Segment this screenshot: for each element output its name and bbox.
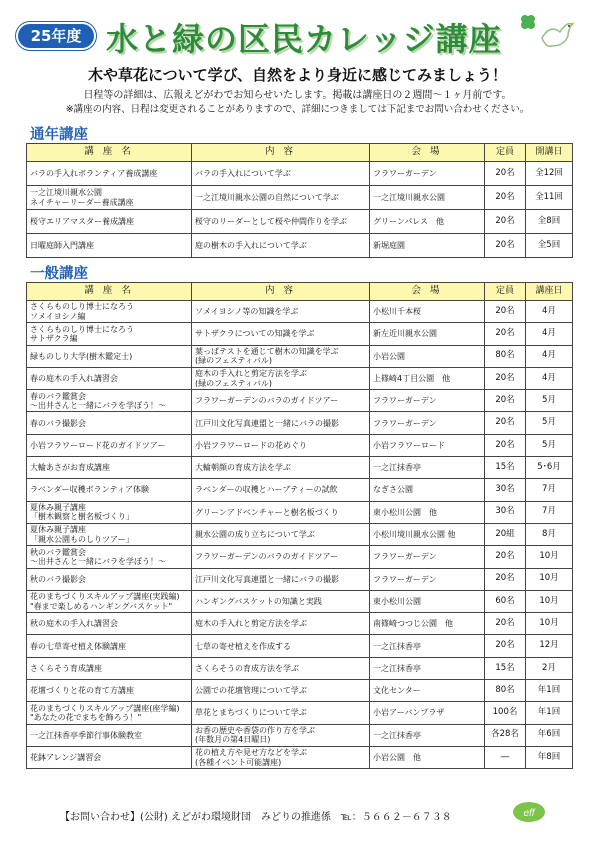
- content-cell: バラの手入れについて学ぶ: [192, 162, 370, 186]
- venue-cell: 新堀庭園: [370, 234, 485, 258]
- general-course-table: [26, 282, 573, 769]
- column-header: 講 座 名: [27, 144, 192, 162]
- date-cell: 2月: [526, 657, 573, 679]
- table-row: [27, 724, 573, 746]
- venue-cell: 上篠崎4丁目公園 他: [370, 367, 485, 389]
- capacity-cell: 20名: [485, 210, 526, 234]
- venue-cell: 小岩フラワーロード: [370, 434, 485, 456]
- venue-cell: フラワーガーデン: [370, 390, 485, 412]
- content-cell: 小岩フラワーロードの花めぐり: [192, 434, 370, 456]
- date-cell: 8月: [526, 523, 573, 545]
- course-name-cell: 春の七草寄せ植え体験講座: [27, 635, 192, 657]
- venue-cell: 小松川千本桜: [370, 301, 485, 323]
- capacity-cell: 20名: [485, 323, 526, 345]
- table-row: [27, 635, 573, 657]
- date-cell: 5月: [526, 390, 573, 412]
- content-cell: フラワーガーデンのバラのガイドツアー: [192, 546, 370, 568]
- page-title: 水と緑の区民カレッジ講座: [106, 20, 502, 58]
- contact-footer: 【お問い合わせ】(公財) えどがわ環境財団 みどりの推進係 ℡：５６６２－６７３８: [60, 812, 452, 823]
- capacity-cell: 20名: [485, 434, 526, 456]
- course-name-cell: 一之江境川親水公園 ネイチャーリーダー養成講座: [27, 186, 192, 210]
- table-row: [27, 501, 573, 523]
- table-row: [27, 186, 573, 210]
- capacity-cell: 20名: [485, 234, 526, 258]
- course-name-cell: 秋の庭木の手入れ講習会: [27, 613, 192, 635]
- course-name-cell: 花のまちづくりスキルアップ講座(実践編) "春まで楽しめるハンギングバスケット": [27, 590, 192, 612]
- venue-cell: なぎさ公園: [370, 479, 485, 501]
- table-row: [27, 390, 573, 412]
- course-name-cell: さくらそう育成講座: [27, 657, 192, 679]
- venue-cell: 南篠崎つつじ公園 他: [370, 613, 485, 635]
- date-cell: 4月: [526, 323, 573, 345]
- table-row: [27, 523, 573, 545]
- column-header: 内 容: [192, 283, 370, 301]
- course-name-cell: ラベンダー収穫ボランティア体験: [27, 479, 192, 501]
- capacity-cell: 80名: [485, 345, 526, 367]
- course-name-cell: さくらものしり博士になろう サトザクラ編: [27, 323, 192, 345]
- capacity-cell: 30名: [485, 501, 526, 523]
- capacity-cell: 20名: [485, 613, 526, 635]
- capacity-cell: 20名: [485, 162, 526, 186]
- column-header: 定員: [485, 283, 526, 301]
- schedule-note: 日程等の詳細は、広報えどがわでお知らせいたします。掲載は講座日の２週間～１ヶ月前です。: [83, 90, 512, 101]
- clover-icon: [518, 12, 538, 32]
- course-name-cell: 花壇づくりと花の育て方講座: [27, 680, 192, 702]
- table-row: [27, 412, 573, 434]
- date-cell: 全12回: [526, 162, 573, 186]
- content-cell: 花の植え方や見せ方などを学ぶ (各種イベント可能講座): [192, 746, 370, 768]
- capacity-cell: 20名: [485, 367, 526, 389]
- table-row: [27, 162, 573, 186]
- table-row: [27, 434, 573, 456]
- capacity-cell: 15名: [485, 457, 526, 479]
- course-name-cell: 秋のバラ鑑賞会 ～出井さんと一緒にバラを学ぼう！～: [27, 546, 192, 568]
- content-cell: 庭の樹木の手入れについて学ぶ: [192, 234, 370, 258]
- table-row: [27, 590, 573, 612]
- change-note: ※講座の内容、日程は変更されることがありますので、詳細につきましては下記までお問い合わせください。: [65, 104, 530, 115]
- capacity-cell: 20名: [485, 546, 526, 568]
- content-cell: 庭木の手入れと剪定方法を学ぶ: [192, 613, 370, 635]
- content-cell: ソメイヨシノ等の知識を学ぶ: [192, 301, 370, 323]
- capacity-cell: 20名: [485, 635, 526, 657]
- venue-cell: 東小松川公園: [370, 590, 485, 612]
- venue-cell: グリーンパレス 他: [370, 210, 485, 234]
- date-cell: 10月: [526, 568, 573, 590]
- table-row: [27, 657, 573, 679]
- table-row: [27, 613, 573, 635]
- date-cell: 4月: [526, 345, 573, 367]
- venue-cell: 新左近川親水公園: [370, 323, 485, 345]
- date-cell: 4月: [526, 301, 573, 323]
- date-cell: 12月: [526, 635, 573, 657]
- content-cell: お香の歴史や香袋の作り方を学ぶ (年数月の第4日曜日): [192, 724, 370, 746]
- leaf-logo-icon: [512, 800, 546, 824]
- content-cell: ラベンダーの収穫とハーブティーの試飲: [192, 479, 370, 501]
- capacity-cell: 20名: [485, 412, 526, 434]
- logo-text: eff: [523, 808, 535, 819]
- date-cell: 年6回: [526, 724, 573, 746]
- content-cell: 一之江境川親水公園の自然について学ぶ: [192, 186, 370, 210]
- course-name-cell: 日曜庭師入門講座: [27, 234, 192, 258]
- venue-cell: 一之江境川親水公園: [370, 186, 485, 210]
- course-name-cell: 夏休み親子講座 「樹木観察と樹名板づくり」: [27, 501, 192, 523]
- column-header: 講座日: [526, 283, 573, 301]
- content-cell: 葉っぱテストを通じて樹木の知識を学ぶ (緑のフェスティバル): [192, 345, 370, 367]
- date-cell: 5月: [526, 434, 573, 456]
- course-name-cell: 緑ものしり大学(樹木鑑定士): [27, 345, 192, 367]
- content-cell: 草花とまちづくりについて学ぶ: [192, 702, 370, 724]
- column-header: 会 場: [370, 144, 485, 162]
- venue-cell: フラワーガーデン: [370, 412, 485, 434]
- venue-cell: フラワーガーデン: [370, 546, 485, 568]
- date-cell: 年1回: [526, 702, 573, 724]
- venue-cell: 文化センター: [370, 680, 485, 702]
- content-cell: さくらそうの育成方法を学ぶ: [192, 657, 370, 679]
- course-name-cell: 大輪あさがお育成講座: [27, 457, 192, 479]
- venue-cell: フラワーガーデン: [370, 568, 485, 590]
- table-row: [27, 345, 573, 367]
- course-name-cell: 夏休み親子講座 「親水公園ものしりツアー」: [27, 523, 192, 545]
- table-row: [27, 234, 573, 258]
- column-header: 開講日: [526, 144, 573, 162]
- table-row: [27, 479, 573, 501]
- content-cell: 七草の寄せ植えを作成する: [192, 635, 370, 657]
- dove-icon: [538, 18, 576, 54]
- column-header: 会 場: [370, 283, 485, 301]
- course-name-cell: 春のバラ鑑賞会 ～出井さんと一緒にバラを学ぼう！～: [27, 390, 192, 412]
- capacity-cell: 15名: [485, 657, 526, 679]
- venue-cell: 一之江抹香亭: [370, 657, 485, 679]
- content-cell: サトザクラについての知識を学ぶ: [192, 323, 370, 345]
- content-cell: ハンギングバスケットの知識と実践: [192, 590, 370, 612]
- column-header: 講 座 名: [27, 283, 192, 301]
- course-name-cell: 春のバラ撮影会: [27, 412, 192, 434]
- capacity-cell: 20名: [485, 186, 526, 210]
- capacity-cell: 20名: [485, 301, 526, 323]
- page-header: [0, 0, 595, 120]
- content-cell: グリーンアドベンチャーと樹名板づくり: [192, 501, 370, 523]
- content-cell: フラワーガーデンのバラのガイドツアー: [192, 390, 370, 412]
- venue-cell: 小岩アーバンプラザ: [370, 702, 485, 724]
- date-cell: 全5回: [526, 234, 573, 258]
- course-name-cell: 一之江抹香亭季節行事体験教室: [27, 724, 192, 746]
- content-cell: 江戸川文化写真連盟と一緒にバラの撮影: [192, 412, 370, 434]
- capacity-cell: 80名: [485, 680, 526, 702]
- capacity-cell: 60名: [485, 590, 526, 612]
- course-name-cell: 小岩フラワーロード花のガイドツアー: [27, 434, 192, 456]
- content-cell: 桜守のリーダーとして桜や仲間作りを学ぶ: [192, 210, 370, 234]
- venue-cell: フラワーガーデン: [370, 162, 485, 186]
- date-cell: 年8回: [526, 746, 573, 768]
- column-header: 内 容: [192, 144, 370, 162]
- date-cell: 5月: [526, 412, 573, 434]
- content-cell: 庭木の手入れと剪定方法を学ぶ (緑のフェスティバル): [192, 367, 370, 389]
- venue-cell: 東小松川公園 他: [370, 501, 485, 523]
- table-row: [27, 680, 573, 702]
- section-title-annual: 通年講座: [30, 127, 88, 143]
- date-cell: 4月: [526, 367, 573, 389]
- table-row: [27, 301, 573, 323]
- venue-cell: 小岩公園: [370, 345, 485, 367]
- capacity-cell: 20名: [485, 390, 526, 412]
- table-row: [27, 210, 573, 234]
- course-name-cell: 桜守エリアマスター養成講座: [27, 210, 192, 234]
- course-name-cell: 春の庭木の手入れ講習会: [27, 367, 192, 389]
- course-name-cell: 花鉢アレンジ講習会: [27, 746, 192, 768]
- date-cell: 年1回: [526, 680, 573, 702]
- date-cell: 10月: [526, 590, 573, 612]
- date-cell: 全8回: [526, 210, 573, 234]
- table-row: [27, 367, 573, 389]
- venue-cell: 一之江抹香亭: [370, 457, 485, 479]
- date-cell: 全11回: [526, 186, 573, 210]
- intro-headline: 木や草花について学び、自然をより身近に感じてみましょう！: [87, 66, 508, 84]
- date-cell: 5･6月: [526, 457, 573, 479]
- course-name-cell: 秋のバラ撮影会: [27, 568, 192, 590]
- capacity-cell: ―: [485, 746, 526, 768]
- date-cell: 7月: [526, 501, 573, 523]
- capacity-cell: 100名: [485, 702, 526, 724]
- table-row: [27, 546, 573, 568]
- table-row: [27, 746, 573, 768]
- table-row: [27, 702, 573, 724]
- venue-cell: 一之江抹香亭: [370, 724, 485, 746]
- venue-cell: 小岩公園 他: [370, 746, 485, 768]
- column-header: 定員: [485, 144, 526, 162]
- section-title-general: 一般講座: [30, 266, 88, 282]
- date-cell: 7月: [526, 479, 573, 501]
- content-cell: 江戸川文化写真連盟と一緒にバラの撮影: [192, 568, 370, 590]
- table-row: [27, 457, 573, 479]
- annual-course-table: [26, 143, 573, 258]
- date-cell: 10月: [526, 613, 573, 635]
- table-row: [27, 568, 573, 590]
- course-name-cell: 花のまちづくりスキルアップ講座(座学編) "あなたの花でまちを飾ろう！": [27, 702, 192, 724]
- content-cell: 親水公園の成り立ちについて学ぶ: [192, 523, 370, 545]
- content-cell: 公園での花壇管理について学ぶ: [192, 680, 370, 702]
- date-cell: 10月: [526, 546, 573, 568]
- content-cell: 大輪朝顔の育成方法を学ぶ: [192, 457, 370, 479]
- venue-cell: 一之江抹香亭: [370, 635, 485, 657]
- capacity-cell: 20名: [485, 568, 526, 590]
- course-name-cell: バラの手入れボランティア養成講座: [27, 162, 192, 186]
- capacity-cell: 各28名: [485, 724, 526, 746]
- venue-cell: 小松川境川親水公園 他: [370, 523, 485, 545]
- capacity-cell: 30名: [485, 479, 526, 501]
- year-badge: 25年度: [18, 24, 94, 48]
- course-name-cell: さくらものしり博士になろう ソメイヨシノ編: [27, 301, 192, 323]
- capacity-cell: 20組: [485, 523, 526, 545]
- table-row: [27, 323, 573, 345]
